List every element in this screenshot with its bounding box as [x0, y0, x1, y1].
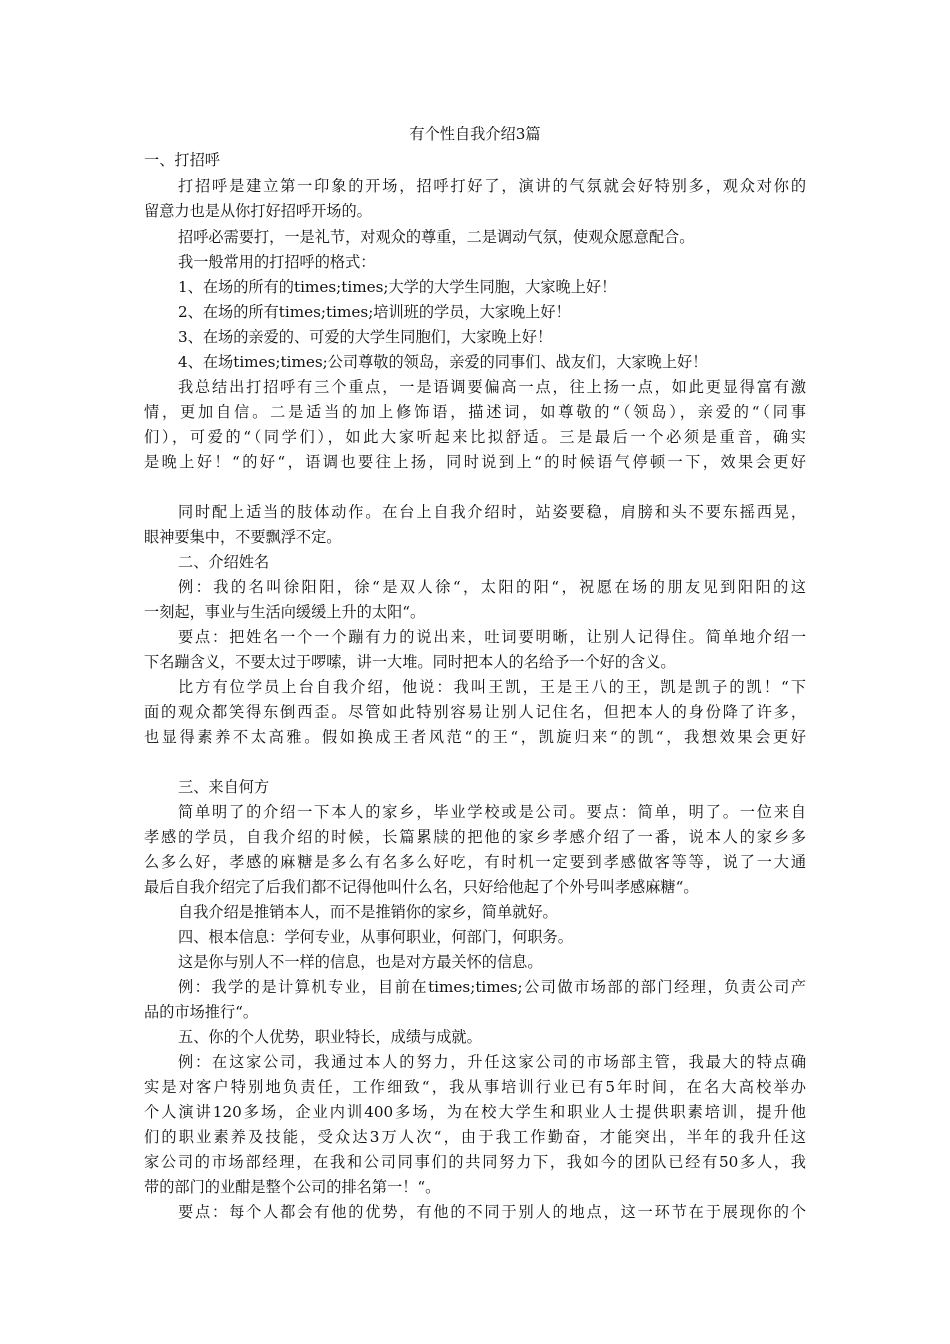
paragraph-line: 们），可爱的“（同学们），如此大家听起来比拟舒适。三是最后一个必须是重音，确实 [144, 428, 806, 446]
paragraph-line: 例：在这家公司，我通过本人的努力，升任这家公司的市场部主管，我最大的特点确 [178, 1053, 806, 1071]
paragraph-line: 简单明了的介绍一下本人的家乡，毕业学校或是公司。要点：简单，明了。一位来自 [178, 803, 806, 821]
paragraph-line: 最后自我介绍完了后我们都不记得他叫什么名，只好给他起了个外号叫孝感麻糖“。 [144, 878, 699, 896]
section-heading-greeting: 一、打招呼 [144, 151, 220, 169]
paragraph-line: 也显得素养不太高雅。假如换成王者风范“的王“，凯旋归来“的凯“，我想效果会更好 [144, 728, 806, 746]
paragraph-line: 个人演讲120多场，企业内训400多场，为在校大学生和职业人士提供职素培训，提升他 [144, 1103, 806, 1121]
paragraph-line: 带的部门的业酣是整个公司的排名第一！“。 [144, 1178, 441, 1196]
paragraph-line: 一刻起，事业与生活向缓缓上升的太阳“。 [144, 603, 426, 621]
section-heading-origin: 三、来自何方 [178, 778, 270, 796]
paragraph-line: 情，更加自信。二是适当的加上修饰语，描述词，如尊敬的“（领岛），亲爱的“（同事 [144, 403, 806, 421]
paragraph-line: 比方有位学员上台自我介绍，他说：我叫王凯，王是王八的王，凯是凯子的凯！“下 [178, 678, 806, 696]
list-item: 1、在场的所有的times;times;大学的大学生同胞，大家晚上好！ [178, 278, 617, 296]
paragraph-line: 同时配上适当的肢体动作。在台上自我介绍时，站姿要稳，肩膀和头不要东摇西晃， [178, 503, 806, 521]
paragraph-line: 们的职业素养及技能，受众达3万人次“，由于我工作勤奋，才能突出，半年的我升任这 [144, 1128, 806, 1146]
section-heading-strengths: 五、你的个人优势，职业特长，成绩与成就。 [178, 1028, 482, 1046]
section-heading-basic-info: 四、根本信息：学何专业，从事何职业，何部门，何职务。 [178, 928, 573, 946]
paragraph-line: 例：我学的是计算机专业，目前在times;times;公司做市场部的部门经理，负责公司产 [178, 978, 806, 996]
paragraph-line: 留意力也是从你打好招呼开场的。 [144, 202, 372, 220]
list-item: 3、在场的亲爱的、可爱的大学生同胞们，大家晚上好！ [178, 328, 553, 346]
list-item: 2、在场的所有times;times;培训班的学员，大家晚上好！ [178, 303, 571, 321]
paragraph-line: 招呼必需要打，一是礼节，对观众的尊重，二是调动气氛，使观众愿意配合。 [178, 228, 695, 246]
paragraph-line: 自我介绍是推销本人，而不是推销你的家乡，简单就好。 [178, 903, 558, 921]
paragraph-line: 这是你与别人不一样的信息，也是对方最关怀的信息。 [178, 953, 543, 971]
paragraph-line: 实是对客户特别地负责任，工作细致“，我从事培训行业已有5年时间，在名大高校举办 [144, 1078, 806, 1096]
section-heading-name: 二、介绍姓名 [178, 553, 270, 571]
paragraph-line: 面的观众都笑得东倒西歪。尽管如此特别容易让别人记住名，但把本人的身份降了许多， [144, 703, 806, 721]
paragraph-line: 家公司的市场部经理，在我和公司同事们的共同努力下，我如今的团队已经有50多人，我 [144, 1153, 806, 1171]
paragraph-line: 打招呼是建立第一印象的开场，招呼打好了，演讲的气氛就会好特别多，观众对你的 [178, 177, 806, 195]
paragraph-line: 要点：每个人都会有他的优势，有他的不同于别人的地点，这一环节在于展现你的个 [178, 1203, 806, 1221]
paragraph-line: 么多么好，孝感的麻糖是多么有名多么好吃，有时机一定要到孝感做客等等，说了一大通 [144, 853, 806, 871]
paragraph-line: 例：我的名叫徐阳阳，徐“是双人徐“，太阳的阳“，祝愿在场的朋友见到阳阳的这 [178, 578, 806, 596]
paragraph-line: 我一般常用的打招呼的格式： [178, 253, 376, 271]
paragraph-line: 要点：把姓名一个一个蹦有力的说出来，吐词要明晰，让别人记得住。简单地介绍一 [178, 628, 806, 646]
paragraph-line: 品的市场推行“。 [144, 1003, 259, 1021]
paragraph-line: 眼神要集中，不要飘浮不定。 [144, 528, 342, 546]
paragraph-line: 下名蹦含义，不要太过于啰嗦，讲一大堆。同时把本人的名给予一个好的含义。 [144, 653, 676, 671]
document-title: 有个性自我介绍3篇 [409, 125, 541, 143]
paragraph-line: 我总结出打招呼有三个重点，一是语调要偏高一点，往上扬一点，如此更显得富有激 [178, 378, 806, 396]
paragraph-line: 孝感的学员，自我介绍的时候，长篇累牍的把他的家乡孝感介绍了一番，说本人的家乡多 [144, 828, 806, 846]
paragraph-line: 是晚上好！“的好“，语调也要往上扬，同时说到上“的时候语气停顿一下，效果会更好 [144, 453, 806, 471]
list-item: 4、在场times;times;公司尊敬的领岛，亲爱的同事们、战友们，大家晚上好！ [178, 353, 708, 371]
